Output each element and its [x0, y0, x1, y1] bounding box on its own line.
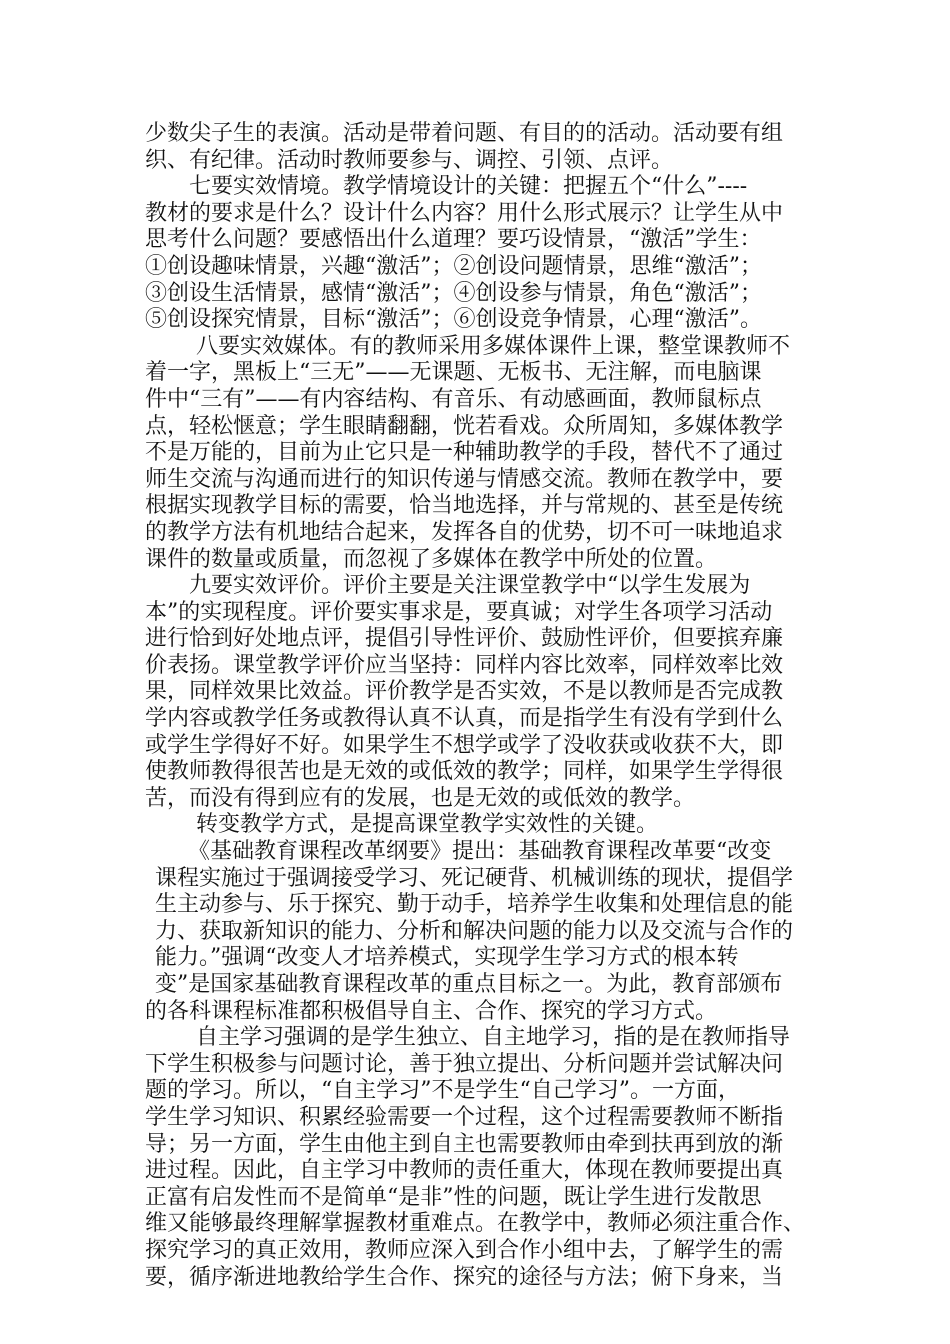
text-line: 自主学习强调的是学生独立、自主地学习，指的是在教师指导	[145, 1025, 790, 1051]
paragraph-key-statement	[145, 812, 810, 839]
paragraph-eighth-media	[145, 334, 810, 573]
text-line: 学内容或教学任务或教得认真不认真，而是指学生有没有学到什么	[145, 706, 784, 732]
text-line: 生主动参与、乐于探究、勤于动手，培养学生收集和处理信息的能	[155, 892, 794, 918]
text-line: 着一字，黑板上“三无”——无课题、无板书、无注解，而电脑课	[145, 360, 762, 386]
text-line: 课件的数量或质量，而忽视了多媒体在教学中所处的位置。	[145, 546, 718, 572]
text-line: 进过程。因此，自主学习中教师的责任重大，体现在教师要提出真	[145, 1158, 784, 1184]
text-line: 思考什么问题？要感悟出什么道理？要巧设情景，“激活”学生：	[145, 227, 762, 253]
text-line: 件中“三有”——有内容结构、有音乐、有动感画面，教师鼠标点	[145, 386, 762, 412]
text-line: 能力。”强调“改变人才培养模式，实现学生学习方式的根本转	[155, 945, 739, 971]
text-line: 果，同样效果比效益。评价教学是否实效，不是以教师是否完成教	[145, 679, 784, 705]
text-line: 维又能够最终理解掌握教材重难点。在教学中，教师必须注重合作、	[145, 1211, 806, 1237]
text-line: 下学生积极参与问题讨论，善于独立提出、分析问题并尝试解决问	[145, 1051, 784, 1077]
text-line: 价表扬。课堂教学评价应当坚持：同样内容比效率，同样效率比效	[145, 652, 784, 678]
text-line: 师生交流与沟通而进行的知识传递与情感交流。教师在教学中，要	[145, 466, 784, 492]
text-line: 正富有启发性而不是简单“是非”性的问题，既让学生进行发散思	[145, 1184, 762, 1210]
text-line: 的教学方法有机地结合起来，发挥各自的优势，切不可一味地追求	[145, 519, 784, 545]
text-line: 织、有纪律。活动时教师要参与、调控、引领、点评。	[145, 147, 674, 173]
text-line: ①创设趣味情景，兴趣“激活”；②创设问题情景，思维“激活”；	[145, 253, 762, 279]
text-line: 苦，而没有得到应有的发展，也是无效的或低效的教学。	[145, 785, 696, 811]
text-line: ⑤创设探究情景，目标“激活”；⑥创设竞争情景，心理“激活”。	[145, 307, 762, 333]
paragraph-seventh-situation	[145, 174, 810, 334]
paragraph-activity-end	[145, 121, 810, 174]
text-line: 点，轻松惬意；学生眼睛翻翻，恍若看戏。众所周知，多媒体教学	[145, 413, 784, 439]
text-line: 少数尖子生的表演。活动是带着问题、有目的的活动。活动要有组	[145, 121, 784, 146]
text-line: 《基础教育课程改革纲要》提出：基础教育课程改革要“改变	[155, 839, 772, 865]
text-line: 七要实效情境。教学情境设计的关键：把握五个“什么”----	[145, 174, 748, 200]
paragraph-ninth-evaluation	[145, 573, 810, 812]
text-line: 九要实效评价。评价主要是关注课堂教学中“以学生发展为	[145, 573, 751, 599]
text-line: 导；另一方面，学生由他主到自主也需要教师由牵到扶再到放的渐	[145, 1131, 784, 1157]
text-line: 转变教学方式，是提高课堂教学实效性的关键。	[145, 812, 658, 838]
text-line: 变”是国家基础教育课程改革的重点目标之一。为此，教育部颁布	[155, 972, 783, 997]
text-line: 进行恰到好处地点评，提倡引导性评价、鼓励性评价，但要摈弃廉	[145, 626, 784, 652]
text-line: 学生学习知识、积累经验需要一个过程，这个过程需要教师不断指	[145, 1104, 784, 1130]
paragraph-curriculum-reform	[145, 839, 810, 1025]
text-line: 的各科课程标准都积极倡导自主、合作、探究的学习方式。	[145, 998, 718, 1024]
text-line: 本”的实现程度。评价要实事求是，要真诚；对学生各项学习活动	[145, 599, 773, 625]
text-line: 力、获取新知识的能力、分析和解决问题的能力以及交流与合作的	[155, 918, 794, 944]
text-line: 八要实效媒体。有的教师采用多媒体课件上课，整堂课教师不	[145, 333, 790, 359]
text-line: 探究学习的真正效用，教师应深入到合作小组中去，了解学生的需	[145, 1237, 784, 1263]
text-line: 根据实现教学目标的需要，恰当地选择，并与常规的、甚至是传统	[145, 493, 784, 519]
text-line: 使教师教得很苦也是无效的或低效的教学；同样，如果学生学得很	[145, 759, 784, 785]
text-line: 课程实施过于强调接受学习、死记硬背、机械训练的现状，提倡学	[155, 865, 794, 891]
text-line: 教材的要求是什么？设计什么内容？用什么形式展示？让学生从中	[145, 200, 784, 226]
text-line: ③创设生活情景，感情“激活”；④创设参与情景，角色“激活”；	[145, 280, 762, 306]
document-page	[145, 121, 810, 1291]
text-line: 要，循序渐进地教给学生合作、探究的途径与方法；俯下身来，当	[145, 1264, 784, 1290]
paragraph-autonomous-learning	[145, 1025, 810, 1291]
text-line: 不是万能的，目前为止它只是一种辅助教学的手段，替代不了通过	[145, 440, 784, 466]
text-line: 题的学习。所以，“自主学习”不是学生“自己学习”。一方面，	[145, 1078, 740, 1104]
text-line: 或学生学得好不好。如果学生不想学或学了没收获或收获不大，即	[145, 732, 784, 758]
